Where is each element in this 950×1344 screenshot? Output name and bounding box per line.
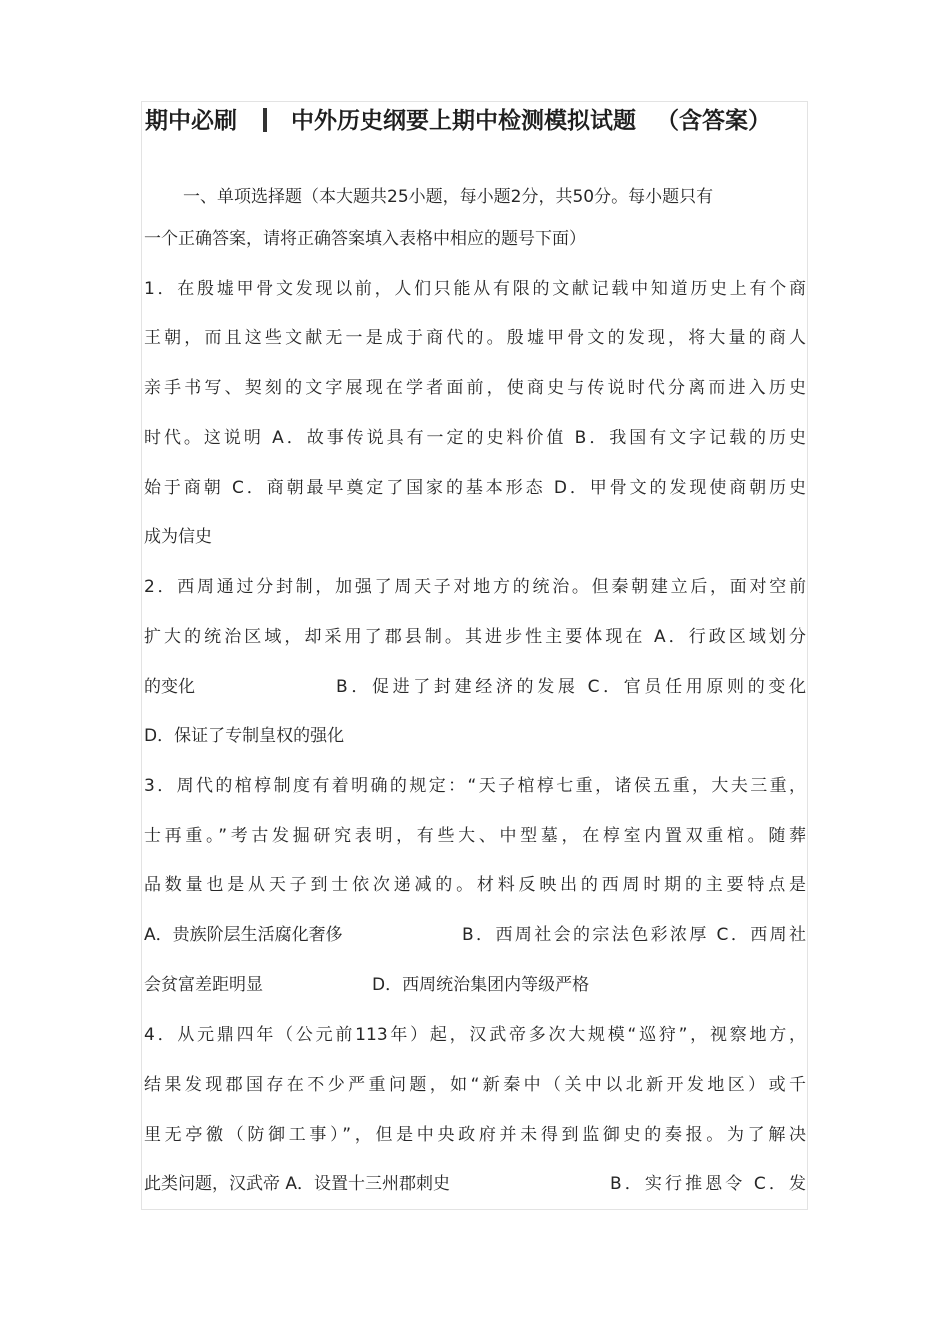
question-1-line-2: 王朝，而且这些文献无一是成于商代的。殷墟甲骨文的发现，将大量的商人 [144,328,806,348]
question-4-line-3: 里无亭徼（防御工事）”，但是中央政府并未得到监御史的奏报。为了解决 [144,1125,806,1145]
title-divider [263,108,267,132]
section-instruction: 一个正确答案，请将正确答案填入表格中相应的题号下面） [144,229,586,249]
question-3-line-3: 品数量也是从天子到士依次递减的。材料反映出的西周时期的主要特点是 [144,875,806,895]
question-2-line-3b: B．促进了封建经济的发展 C．官员任用原则的变化 [336,677,806,697]
question-4-line-4b: B．实行推恩令 C．发 [610,1174,806,1194]
title-note: （含答案） [656,108,771,134]
title-main: 中外历史纲要上期中检测模拟试题 [291,108,636,134]
question-2-line-1: 2．西周通过分封制，加强了周天子对地方的统治。但秦朝建立后，面对空前 [144,577,806,597]
question-2-line-4: D．保证了专制皇权的强化 [144,726,345,746]
question-3-line-1: 3．周代的棺椁制度有着明确的规定：“天子棺椁七重，诸侯五重，大夫三重， [144,776,806,796]
question-1-line-3: 亲手书写、契刻的文字展现在学者面前，使商史与传说时代分离而进入历史 [144,378,806,398]
question-3-line-5a: 会贫富差距明显 [144,975,263,995]
question-2-line-2: 扩大的统治区域，却采用了郡县制。其进步性主要体现在 A．行政区域划分 [144,627,806,647]
question-4-line-4a: 此类问题，汉武帝 A．设置十三州郡刺史 [144,1174,451,1194]
question-3-line-5b: D．西周统治集团内等级严格 [372,975,590,995]
title-left: 期中必刷 [145,108,237,134]
question-3-line-4a: A．贵族阶层生活腐化奢侈 [144,925,343,945]
section-heading: 一、单项选择题（本大题共25小题，每小题2分，共50分。每小题只有 [183,187,714,207]
document-title [145,103,810,139]
question-4-line-2: 结果发现郡国存在不少严重问题，如“新秦中（关中以北新开发地区）或千 [144,1075,806,1095]
question-2-line-3a: 的变化 [144,677,195,697]
question-1-line-6: 成为信史 [144,527,212,547]
question-1-line-5: 始于商朝 C．商朝最早奠定了国家的基本形态 D．甲骨文的发现使商朝历史 [144,478,806,498]
question-3-line-4b: B．西周社会的宗法色彩浓厚 C．西周社 [462,925,806,945]
question-3-line-2: 士再重。”考古发掘研究表明，有些大、中型墓，在椁室内置双重棺。随葬 [144,826,806,846]
question-1-line-4: 时代。这说明 A．故事传说具有一定的史料价值 B．我国有文字记载的历史 [144,428,806,448]
question-1-line-1: 1．在殷墟甲骨文发现以前，人们只能从有限的文献记载中知道历史上有个商 [144,279,806,299]
question-4-line-1: 4．从元鼎四年（公元前113年）起，汉武帝多次大规模“巡狩”，视察地方， [144,1025,806,1045]
